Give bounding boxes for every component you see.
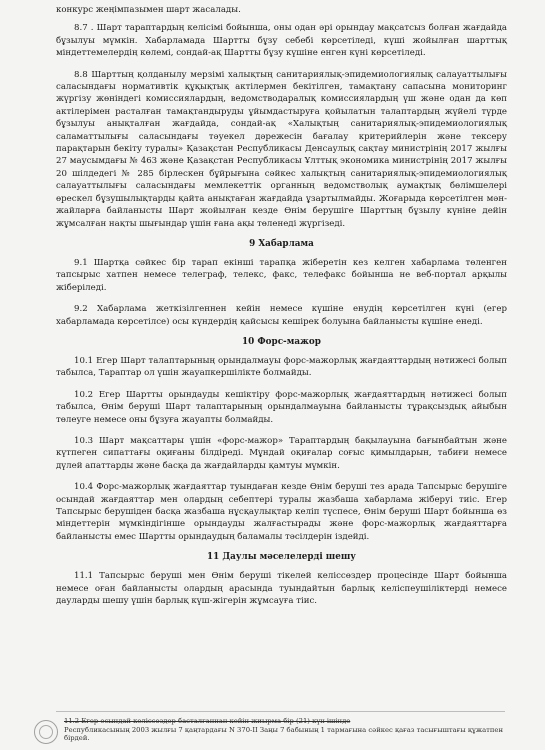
paragraph-9-2: 9.2 Хабарлама жеткізілгеннен кейін немесе күшіне енудің көрсетілген күні (егер хабарламада көрсетілсе) осы күндердің қайсысы кешірек болуына байланысты күшіне енеді.: [56, 304, 507, 327]
paragraph-11-1: 11.1 Тапсырыс беруші мен Өнім беруші тікелей келіссөздер процесінде Шарт бойынша немесе оған байланысты олардың арасында туындайтын барлық келіспеушіліктерді немесе дауларды шешу үшін барлық күш-жігерін жұмсауға тіис.: [56, 571, 507, 607]
paragraph-9-1: 9.1 Шартқа сәйкес бір тарап екінші тарапқа жіберетін кез келген хабарлама төленген тапсырыс хатпен немесе телеграф, телекс, факс, телефакс бойынша не веб-портал арқылы жіберіледі.: [56, 257, 507, 293]
footer-line-1: 11.2 Егер осындай келіссөздер басталғаннан кейін жиырма бір (21) күн ішінде: [64, 717, 351, 725]
footer-divider: [56, 711, 505, 712]
footer-line-2: Республикасының 2003 жылғы 7 қаңтардағы N 370-II Заңы 7 бабының 1 тармағына сәйкес қағаз тасығыштағы құжатпен бірдей.: [64, 725, 503, 743]
footer-text: [64, 717, 505, 743]
paragraph-10-2: 10.2 Егер Шартты орындауды кешіктіру форс-мажорлық жағдаяттардың нәтижесі болып табылса, Өнім беруші Шарт талаптарының орындалмауына байланысты тұрақсыздық айыбын төлеуге немесе оны бұзуға жауапты болмайды.: [56, 389, 507, 425]
paragraph-8-7: 8.7 . Шарт тараптардың келісімі бойынша, оны одан әрі орындау мақсатсыз болған жағдайда бұзылуы мүмкін. Хабарламада Шартты бұзу себебі көрсетіледі, күші жойылған шарттық міндеттемелердің көлемі, сондай-ақ Шартты бұзу күшіне енген күні көрсетіледі.: [56, 23, 507, 59]
footer: [34, 717, 505, 744]
paragraph-10-4: 10.4 Форс-мажорлық жағдаяттар туындаған кезде Өнім беруші тез арада Тапсырыс берушіге осындай жағдаяттар мен олардың себептері туралы жазбаша хабарлама жіберуі тиіс. Егер Тапсырыс берушіден басқа жазбаша нұсқаулықтар келіп түспесе, Өнім беруші Шарт бойынша өз міндеттерін мүмкіндігінше орындауды жалғастырады және форс-мажорлық жағдаяттарға байланысты емес Шартты орындаудың баламалы тәсілдерін іздейді.: [56, 482, 507, 542]
paragraph-8-8: 8.8 Шарттың қолданылу мерзімі халықтың санитариялық-эпидемиологиялық салауаттылығы саласындағы нормативтік құқықтық актілермен бекітілген, тамақтану сапасына мониторинг жүргізу жөніндегі комиссиялардың, ведомстводаралық комиссиялардың үш және одан да көп актілерімен расталған тамақтандыруды ұйымдастыруға қойылатын талаптардың жүйелі түрде бұзылуы анықталған жағдайда, сондай-ақ «Халықтың санитариялық-эпидемиологиялық саламаттылығы саласындағы тәуекел дәрежесін бағалау критерийлерін және тексеру парақтарын бекіту туралы» Қазақстан Республикасы Денсаулық сақтау министрінің 2017 жылғы 27 маусымдағы № 463 және Қазақстан Республикасы Ұлттық экономика министрінің 2017 жылғы 20 шілдедегі № 285 бірлескен бұйрығына сәйкес халықтың санитариялық-эпидемиологиялық салауаттылығы саласындағы мемлекеттік органның ведомстволық аумақтық бөлімшелері өрескел бұзушылықтарды қайта анықтаған жағдайда ұзартылмайды. Жоғарыда көрсетілген мән-жайларға байланысты Шарт жойылған кезде Өнім берушіге Шарттың бұзылу күніне дейін жұмсалған нақты шығындар үшін ғана ақы төленеді жүргізеді.: [56, 69, 507, 229]
section-heading-11: 11 Даулы мәселелерді шешу: [207, 552, 356, 563]
seal-icon: [34, 720, 58, 744]
paragraph-10-3: 10.3 Шарт мақсаттары үшін «форс-мажор» Тараптардың бақылауына бағынбайтын және күтпеген сипаттағы оқиғаны білдіреді. Мұндай оқиғалар соғыс қимылдарын, табиғи немесе дүлей апаттарды және басқа да жағдайларды қамтуы мүмкін.: [56, 435, 507, 471]
section-heading-9: 9 Хабарлама: [249, 238, 314, 249]
section-heading-10: 10 Форс-мажор: [242, 336, 321, 347]
paragraph-10-1: 10.1 Егер Шарт талаптарының орындалмауы форс-мажорлық жағдаяттардың нәтижесі болып табылса, Тараптар ол үшін жауапкершілікте болмайды.: [56, 355, 507, 379]
paragraph-intro: конкурс жеңімпазымен шарт жасалады.: [56, 5, 241, 15]
